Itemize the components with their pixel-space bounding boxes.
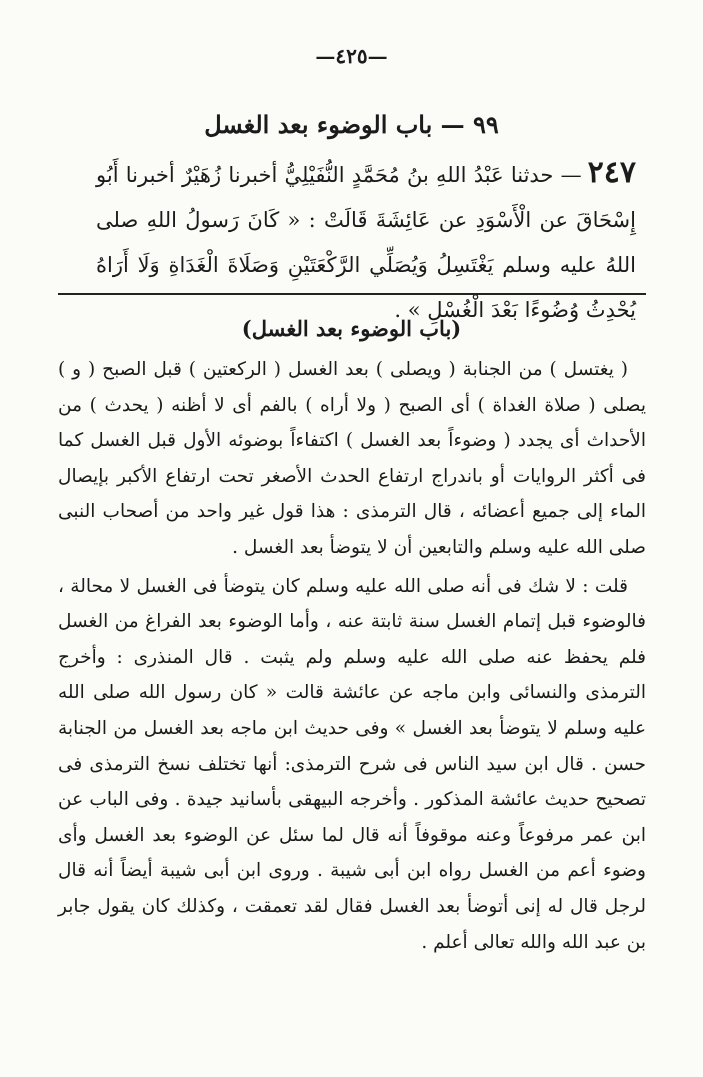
- hadith-block: [96, 150, 636, 333]
- page-number: —٤٢٥—: [315, 44, 388, 68]
- hadith-number: ٢٤٧: [587, 155, 636, 190]
- hadith-text: — حدثنا عَبْدُ اللهِ بنُ مُحَمَّدٍ النُّفَيْلِيُّ أخبرنا زُهَيْرٌ أخبرنا أَبُو إِسْحَاقَ عن الْأَسْوَدِ عن عَائِشَةَ قَالَتْ : « كَانَ رَسولُ اللهِ صلى اللهُ عليه وسلم يَغْتَسِلُ وَيُصَلِّي الرَّكْعَتَيْنِ وَصَلَاةَ الْغَدَاةِ وَلَا أَرَاهُ يُحْدِثُ وُضُوءًا بَعْدَ الْغُسْلِ » .: [96, 163, 636, 322]
- commentary-body: [58, 352, 646, 960]
- commentary-title: (باب الوضوء بعد الغسل): [241, 316, 462, 341]
- commentary-paragraph: قلت : لا شك فى أنه صلى الله عليه وسلم كان يتوضأ فى الغسل لا محالة ، فالوضوء قبل إتمام الغسل سنة ثابتة عنه ، وأما الوضوء بعد الفراغ من الغسل فلم يحفظ عنه صلى الله عليه وسلم ولم يثبت . قال المنذرى : وأخرج الترمذى والنسائى وابن ماجه عن عائشة قالت « كان رسول الله صلى الله عليه وسلم لا يتوضأ بعد الغسل » وفى حديث ابن ماجه بعد الغسل من الجنابة حسن . قال ابن سيد الناس فى شرح الترمذى: أنها تختلف نسخ الترمذى فى تصحيح حديث عائشة المذكور . وأخرجه البيهقى بأسانيد جيدة . وفى الباب عن ابن عمر مرفوعاً وعنه موقوفاً أنه قال لما سئل عن الوضوء بعد الغسل وأى وضوء أعم من الغسل رواه ابن أبى شيبة . وروى ابن أبى شيبة أيضاً أنه قال لرجل قال له إنى أتوضأ بعد الغسل فقال لقد تعمقت ، وكذلك كان يقول جابر بن عبد الله والله تعالى أعلم .: [58, 575, 646, 953]
- chapter-heading: ٩٩ — باب الوضوء بعد الغسل: [204, 110, 499, 139]
- commentary-paragraph: ( يغتسل ) من الجنابة ( ويصلى ) بعد الغسل ( الركعتين ) قبل الصبح ( و ) يصلى ( صلاة الغداة ) أى الصبح ( ولا أراه ) بالفم أى لا أظنه ( يحدث ) من الأحداث أى يجدد ( وضوءاً بعد الغسل ) اكتفاءاً بوضوئه الأول قبل الغسل كما فى أكثر الروايات أو باندراج ارتفاع الحدث الأصغر تحت ارتفاع الأكبر بإيصال الماء إلى جميع أعضائه ، قال الترمذى : هذا قول غير واحد من أصحاب النبى صلى الله عليه وسلم والتابعين أن لا يتوضأ بعد الغسل .: [58, 359, 646, 558]
- section-divider: [58, 293, 646, 295]
